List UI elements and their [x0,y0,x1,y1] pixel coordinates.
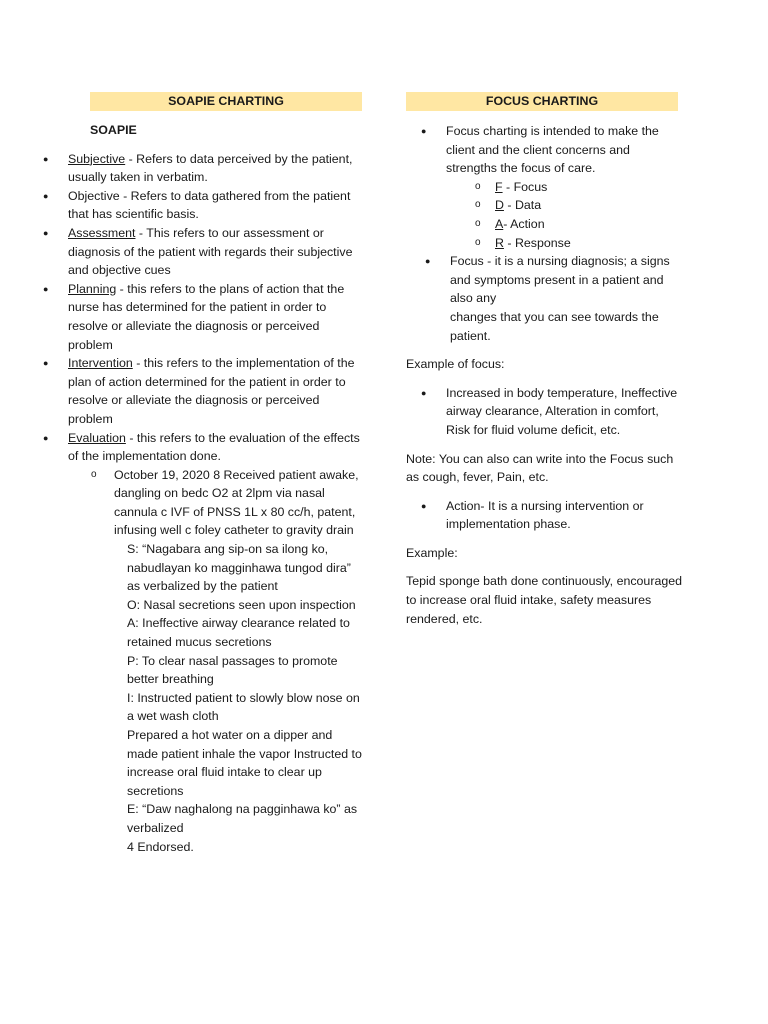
note-line: S: “Nagabara ang sip-on sa ilong ko, nabudlayan ko magginhawa tungod dira” as verbalized by the patient [127,542,351,594]
bullet-icon: ● [43,432,49,443]
fdar-item-f [475,178,684,197]
example-label: Example: [406,545,458,560]
focus-column [404,92,684,628]
example-focus-item [404,384,684,440]
circle-bullet-icon: o [475,217,481,229]
soapie-item-intervention [40,354,366,428]
bullet-icon: ● [43,358,49,369]
definition: - Refers to data gathered from the patient that has scientific basis. [68,188,351,222]
soapie-item-evaluation [40,429,366,857]
action-item [404,497,684,534]
example-focus-list [404,384,684,440]
example-of-focus-label: Example of focus: [406,357,505,372]
note-line: E: “Daw naghalong na pagginhawa ko” as verbalized [127,802,358,835]
focus-intro: Focus charting is intended to make the client and the client concerns and strengths the focus of care. [446,124,659,176]
bullet-icon: ● [43,153,49,164]
soapie-list [40,150,366,857]
term: Objective [68,188,120,203]
fdar-text: - Response [503,235,571,250]
definition: - Refers to data perceived by the patient, usually taken in verbatim. [68,151,353,185]
fdar-item-r [475,234,684,253]
focus-definition-b: changes that you can see towards the patient. [450,309,659,343]
fdar-text: - Data [503,198,542,213]
fdar-text: - Action [503,216,545,231]
definition: - this refers to the plans of action that the nurse has determined for the patient in order to resolve or alleviate the diagnosis or perceived problem [68,281,345,352]
note-line: A: Ineffective airway clearance related to retained mucus secretions [127,616,350,650]
focus-definition-a: Focus - it is a nursing diagnosis; a signs and symptoms present in a patient and also any [450,254,670,306]
focus-definition-list [408,252,684,345]
fdar-letter: R [495,235,504,250]
fdar-text: - Focus [502,179,548,194]
focus-list [404,122,684,178]
fdar-letter: F [495,179,503,194]
action-definition: Action- It is a nursing intervention or implementation phase. [446,498,644,532]
definition: - This refers to our assessment or diagnosis of the patient with regards their subjective and objective cues [68,225,353,278]
circle-bullet-icon: o [475,199,481,211]
term: Subjective [68,151,126,166]
note-line: O: Nasal secretions seen upon inspection [127,597,356,612]
bullet-icon: ● [425,256,431,267]
soapie-label: SOAPIE [90,123,137,137]
soapie-item-planning [40,280,366,354]
term: Intervention [68,356,133,371]
definition: - this refers to the evaluation of the effects of the implementation done. [68,430,360,464]
soapie-column [40,92,366,856]
example-text: Tepid sponge bath done continuously, encouraged to increase oral fluid intake, safety measures rendered, etc. [406,574,683,626]
definition: - this refers to the implementation of the plan of action determined for the patient in order to resolve or alleviate the diagnosis or perceived problem [68,356,355,426]
circle-bullet-icon: o [475,236,481,248]
bullet-icon: ● [421,126,427,136]
fdar-letter: D [495,198,504,213]
bullet-icon: ● [43,190,49,201]
note-line: I: Instructed patient to slowly blow nose on a wet wash cloth [127,690,360,724]
soapie-item-subjective [40,150,366,187]
fdar-list [475,178,684,252]
focus-intro-item [404,122,684,178]
term: Assessment [68,225,136,240]
fdar-item-a [475,215,684,234]
soapie-item-assessment [40,224,366,280]
fdar-item-d [475,196,684,215]
bullet-icon: ● [421,387,427,398]
fdar-letter: A [495,216,504,231]
term: Planning [68,281,117,296]
focus-note: Note: You can also can write into the Focus such as cough, fever, Pain, etc. [406,451,674,485]
bullet-icon: ● [43,283,49,294]
note-line: Prepared a hot water on a dipper and made patient inhale the vapor Instructed to increase oral fluid intake to clear up secretions [127,728,362,798]
soapie-item-objective [40,187,366,224]
term: Evaluation [68,430,126,445]
example-list [91,466,366,540]
soapie-example-notes [127,540,366,856]
note-line: P: To clear nasal passages to promote better breathing [127,653,338,687]
example-intro: October 19, 2020 8 Received patient awake, dangling on bedc O2 at 2lpm via nasal cannula c IVF of PNSS 1L x 80 cc/h, patent, infusing well c foley catheter to gravity drain [114,467,359,538]
bullet-icon: ● [421,500,427,511]
circle-bullet-icon: o [475,180,481,192]
focus-definition-item [408,252,684,345]
soapie-heading: SOAPIE CHARTING [90,92,362,111]
example-focus-text: Increased in body temperature, Ineffective airway clearance, Alteration in comfort, Risk for fluid volume deficit, etc. [446,385,678,437]
bullet-icon: ● [43,227,49,238]
focus-heading: FOCUS CHARTING [406,92,678,111]
circle-bullet-icon: o [91,468,97,480]
note-line: 4 Endorsed. [127,839,194,854]
example-item [91,466,366,540]
action-list [404,497,684,534]
